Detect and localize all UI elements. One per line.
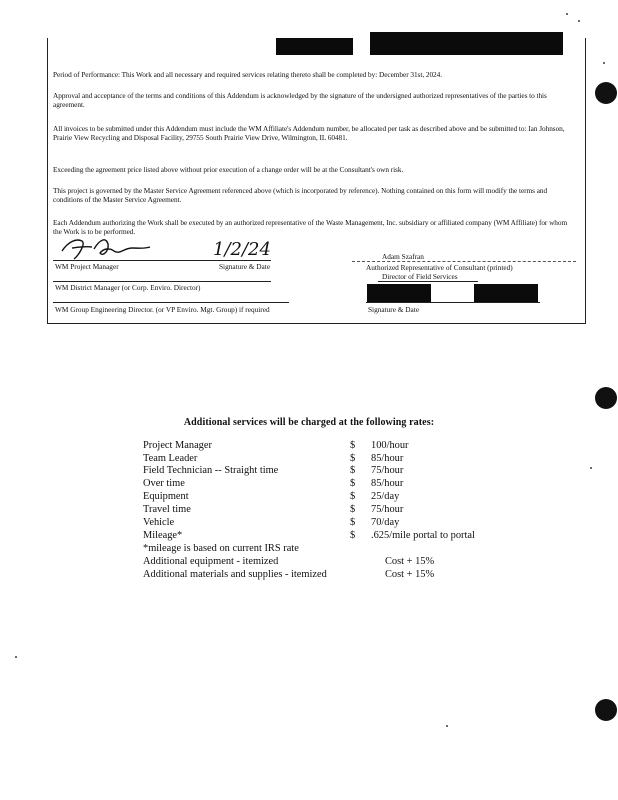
wm-project-manager-label: WM Project Manager xyxy=(55,262,119,271)
signature-date-label: Signature & Date xyxy=(368,305,420,314)
rate-value: 75/hour xyxy=(371,465,404,476)
rate-currency: $ xyxy=(350,530,356,541)
signature-line xyxy=(366,302,540,303)
binder-hole-2 xyxy=(595,387,617,409)
redaction-block xyxy=(474,284,538,302)
rate-label: Vehicle xyxy=(143,517,175,528)
consultant-title-line xyxy=(378,281,478,282)
signature-line xyxy=(53,260,271,261)
scan-speck xyxy=(566,13,568,15)
signature-line xyxy=(53,302,289,303)
scan-speck xyxy=(446,725,448,727)
extra-label: Additional materials and supplies - itemized xyxy=(143,569,327,580)
rate-value: 85/hour xyxy=(371,478,404,489)
scan-speck xyxy=(15,656,17,658)
invoices-paragraph: All invoices to be submitted under this Addendum must include the WM Affiliate's Addendum number, be allocated per task as described above and be submitted to: Ian Johnson, Prairie View Recycling and Disposal Facility, 29755 South Prairie View Drive, Wilmington, IL 60481. xyxy=(53,124,565,143)
rate-value: 75/hour xyxy=(371,504,404,515)
authorized-representative-label: Authorized Representative of Consultant (printed) xyxy=(366,263,513,272)
extra-value: Cost + 15% xyxy=(385,556,435,567)
signature-date-label: Signature & Date xyxy=(219,262,271,271)
rate-label: Over time xyxy=(143,478,185,489)
wm-group-engineering-label: WM Group Engineering Director. (or VP Enviro. Mgt. Group) if required xyxy=(55,305,270,314)
scan-speck xyxy=(590,467,592,469)
rate-label: Field Technician -- Straight time xyxy=(143,465,279,476)
rates-title: Additional services will be charged at the following rates: xyxy=(183,417,435,428)
consultant-name-line xyxy=(352,261,576,262)
extra-value: Cost + 15% xyxy=(385,569,435,580)
rate-label: Equipment xyxy=(143,491,189,502)
scan-speck xyxy=(578,20,580,22)
wm-district-manager-label: WM District Manager (or Corp. Enviro. Director) xyxy=(55,283,201,292)
rate-label: Travel time xyxy=(143,504,191,515)
rate-value: 25/day xyxy=(371,491,400,502)
handwritten-signature xyxy=(58,234,168,262)
rate-label: Project Manager xyxy=(143,440,212,451)
rate-label: Mileage* xyxy=(143,530,183,541)
approval-paragraph: Approval and acceptance of the terms and conditions of this Addendum is acknowledged by the signature of the undersigned authorized representatives of the parties to this agreement. xyxy=(53,91,547,110)
period-of-performance: Period of Performance: This Work and all necessary and required services relating thereto shall be completed by: December 31st, 2024. xyxy=(53,70,443,79)
rate-label: Team Leader xyxy=(143,453,198,464)
redaction-block xyxy=(367,284,431,302)
rate-currency: $ xyxy=(350,517,356,528)
binder-hole-3 xyxy=(595,699,617,721)
rate-value: .625/mile portal to portal xyxy=(371,530,475,541)
rate-currency: $ xyxy=(350,453,356,464)
consultant-name: Adam Szafran xyxy=(382,252,424,261)
rate-currency: $ xyxy=(350,440,356,451)
rate-value: 100/hour xyxy=(371,440,409,451)
each-addendum-paragraph: Each Addendum authorizing the Work shall be executed by an authorized representative of the Waste Management, Inc. subsidiary or affiliated company (WM Affiliate) for whom the Work is to be performed. xyxy=(53,218,568,237)
consultant-title: Director of Field Services xyxy=(382,272,458,281)
rate-currency: $ xyxy=(350,504,356,515)
rate-value: 85/hour xyxy=(371,453,404,464)
mileage-note-text: *mileage is based on current IRS rate xyxy=(143,543,299,554)
governed-paragraph: This project is governed by the Master Service Agreement referenced above (which is incorporated by reference). Nothing contained on this form will modify the terms and conditions of the Master Service Agreement. xyxy=(53,186,548,205)
extra-label: Additional equipment - itemized xyxy=(143,556,279,567)
binder-hole-1 xyxy=(595,82,617,104)
signature-line xyxy=(53,281,271,282)
rate-currency: $ xyxy=(350,491,356,502)
scan-speck xyxy=(603,62,605,64)
rate-currency: $ xyxy=(350,465,356,476)
handwritten-date: 1/2/24 xyxy=(213,239,271,260)
exceeding-paragraph: Exceeding the agreement price listed above without prior execution of a change order will be at the Consultant's own risk. xyxy=(53,165,404,174)
rate-value: 70/day xyxy=(371,517,400,528)
rate-currency: $ xyxy=(350,478,356,489)
